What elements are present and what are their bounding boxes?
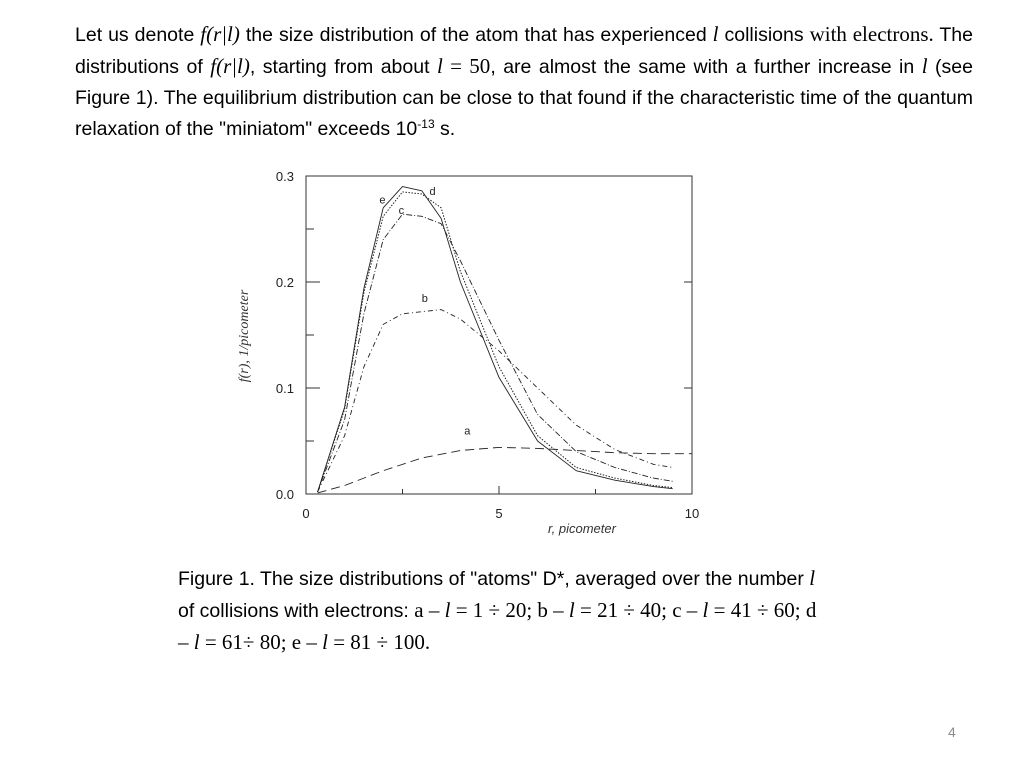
math-l: l bbox=[444, 598, 451, 622]
math-l: l bbox=[702, 598, 709, 622]
math-l: l bbox=[809, 566, 816, 590]
series-line-d bbox=[318, 192, 673, 492]
series-label-b: b bbox=[421, 293, 428, 306]
intro-text: , starting from about bbox=[249, 56, 437, 78]
series-line-c bbox=[318, 214, 673, 492]
slide-number: 4 bbox=[948, 724, 956, 740]
intro-text: Let us denote bbox=[75, 24, 201, 46]
math-f-r-l: f(r|l) bbox=[200, 22, 240, 46]
x-tick-label: 10 bbox=[684, 506, 700, 521]
caption-range: = 61÷ 80; e – bbox=[199, 630, 323, 654]
series-line-a bbox=[318, 447, 692, 493]
intro-text: collisions bbox=[718, 24, 804, 46]
math-l: l bbox=[193, 630, 200, 654]
y-axis-label: f(r), 1/picometer bbox=[237, 289, 252, 383]
math-l: l bbox=[322, 630, 328, 654]
series-label-c: c bbox=[398, 205, 405, 218]
series-label-d: d bbox=[429, 186, 436, 199]
intro-text: The distributions of bbox=[75, 24, 973, 78]
caption-range: = 21 ÷ 40; c – bbox=[574, 598, 703, 622]
intro-text-serif: with electrons. bbox=[809, 22, 934, 46]
y-tick-label: 0.1 bbox=[275, 381, 294, 396]
chart-axes bbox=[306, 176, 692, 494]
x-axis-label: r, picometer bbox=[548, 521, 616, 536]
caption-text: of collisions with electrons: bbox=[178, 600, 415, 622]
distribution-chart bbox=[226, 160, 726, 540]
x-tick-label: 0 bbox=[302, 506, 310, 521]
series-label-e: e bbox=[379, 194, 386, 207]
y-tick-label: 0.3 bbox=[275, 169, 294, 184]
y-tick-label: 0.2 bbox=[275, 275, 294, 290]
math-l: l bbox=[921, 54, 928, 78]
intro-text: (see Figure 1). The equilibrium distribution can be close to that found if the characteristic time of the quantum relaxation of the "miniatom" exceeds 10 bbox=[75, 56, 973, 140]
math-l: l bbox=[568, 598, 575, 622]
intro-text: the size distribution of the atom that has experienced bbox=[239, 24, 713, 46]
caption-range: = 1 ÷ 20; b – bbox=[450, 598, 569, 622]
math-l: l bbox=[712, 22, 719, 46]
math-l: l bbox=[436, 54, 443, 78]
series-line-b bbox=[318, 310, 673, 492]
caption-range: = 41 ÷ 60; d – bbox=[178, 598, 817, 654]
caption-range: a – bbox=[414, 598, 445, 622]
series-line-e bbox=[318, 187, 673, 492]
series-label-a: a bbox=[464, 425, 471, 438]
exponent: -13 bbox=[417, 117, 435, 131]
chart-ticks bbox=[276, 169, 699, 521]
caption-text: Figure 1. The size distributions of "atoms" D*, averaged over the number bbox=[178, 568, 810, 590]
caption-range: = 81 ÷ 100. bbox=[327, 630, 431, 654]
intro-text: , are almost the same with a further increase in bbox=[490, 56, 922, 78]
intro-paragraph bbox=[75, 19, 973, 145]
math-f-r-l: f(r|l) bbox=[210, 54, 250, 78]
intro-text: s. bbox=[434, 118, 456, 140]
x-tick-label: 5 bbox=[495, 506, 503, 521]
figure-caption bbox=[178, 563, 818, 659]
chart-series bbox=[318, 186, 692, 493]
y-tick-label: 0.0 bbox=[275, 487, 294, 502]
plot-frame bbox=[306, 176, 692, 494]
math-eq-50: = 50 bbox=[442, 54, 491, 78]
